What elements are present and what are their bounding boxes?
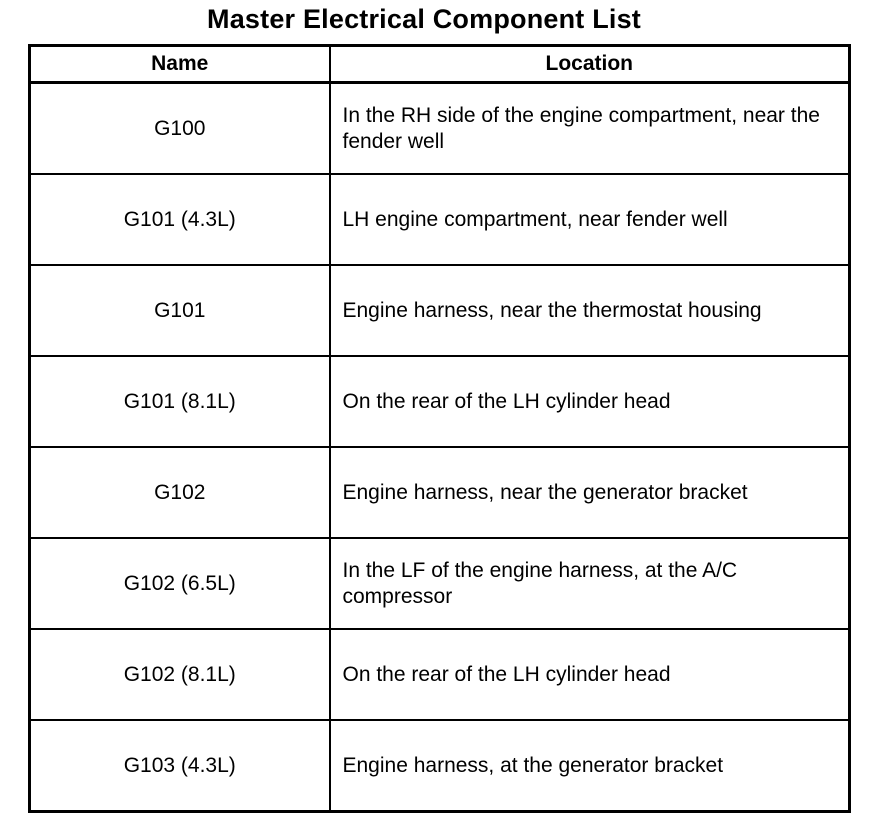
table-row	[30, 629, 850, 720]
component-location-cell: On the rear of the LH cylinder head	[330, 629, 850, 720]
component-table	[28, 44, 851, 813]
component-location-cell: In the RH side of the engine compartment, near the fender well	[330, 83, 850, 175]
column-header-location: Location	[330, 46, 850, 83]
component-name-cell: G102	[30, 447, 330, 538]
component-name-cell: G101 (4.3L)	[30, 174, 330, 265]
component-name-cell: G102 (8.1L)	[30, 629, 330, 720]
component-name-cell: G102 (6.5L)	[30, 538, 330, 629]
table-row	[30, 538, 850, 629]
component-name-cell: G100	[30, 83, 330, 175]
table-row	[30, 174, 850, 265]
component-name-cell: G103 (4.3L)	[30, 720, 330, 812]
table-row	[30, 356, 850, 447]
table-header-row	[30, 46, 850, 83]
table-row	[30, 720, 850, 812]
table-row	[30, 265, 850, 356]
component-location-cell: On the rear of the LH cylinder head	[330, 356, 850, 447]
component-name-cell: G101	[30, 265, 330, 356]
page-title: Master Electrical Component List	[207, 4, 641, 34]
column-header-name: Name	[30, 46, 330, 83]
component-location-cell: Engine harness, at the generator bracket	[330, 720, 850, 812]
component-location-cell: LH engine compartment, near fender well	[330, 174, 850, 265]
component-location-cell: Engine harness, near the generator bracket	[330, 447, 850, 538]
component-location-cell: Engine harness, near the thermostat housing	[330, 265, 850, 356]
component-name-cell: G101 (8.1L)	[30, 356, 330, 447]
component-location-cell: In the LF of the engine harness, at the A/C compressor	[330, 538, 850, 629]
table-row	[30, 83, 850, 175]
table-row	[30, 447, 850, 538]
